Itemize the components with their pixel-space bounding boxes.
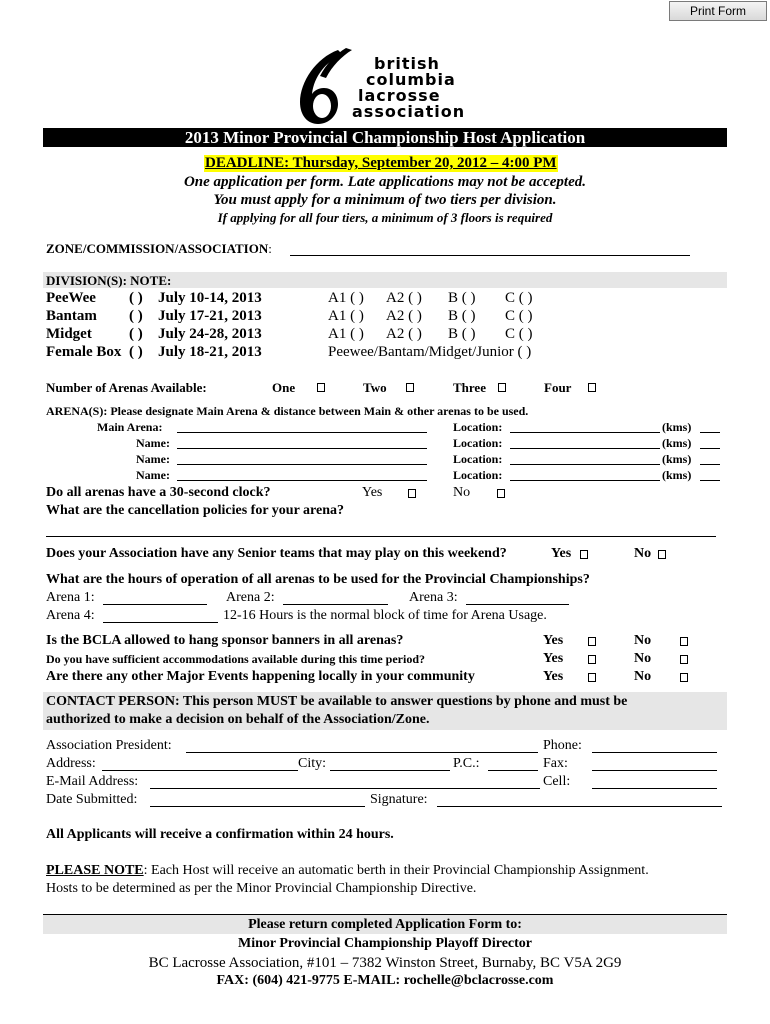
events-no-label: No [634,669,652,684]
arenas-available-label: Number of Arenas Available: [46,380,207,395]
banners-no-label: No [634,633,652,648]
kms-input[interactable] [700,432,720,433]
checkbox-four[interactable] [588,383,596,392]
email-input[interactable] [150,788,540,789]
main-arena-label: Main Arena: [97,420,163,434]
location-input[interactable] [510,432,660,433]
events-yes-checkbox[interactable] [588,673,596,682]
clock-question: Do all arenas have a 30-second clock? [46,485,271,500]
arena-name-label: Name: [136,468,170,482]
accommodations-no-label: No [634,651,652,666]
note-one-per-form: One application per form. Late applications may not be accepted. [183,174,587,190]
banners-question: Is the BCLA allowed to hang sponsor banners in all arenas? [46,633,404,648]
accommodations-yes-checkbox[interactable] [588,655,596,664]
clock-no-checkbox[interactable] [497,489,505,498]
location-input[interactable] [510,464,660,465]
bcla-logo [296,48,476,126]
president-label: Association President: [46,738,172,753]
location-label: Location: [453,420,503,434]
please-note-label: PLEASE NOTE [46,863,144,878]
kms-label: (kms) [662,420,692,434]
address-input[interactable] [102,770,298,771]
arenas-instruction: ARENA(S): Please designate Main Arena & distance between Main & other arenas to be used. [46,404,529,418]
tier-a1[interactable]: A1 ( ) [328,308,364,324]
logo-text-lacrosse: lacrosse [358,86,441,105]
footer-contact: FAX: (604) 421-9775 E-MAIL: rochelle@bclacrosse.com [216,973,554,988]
division-name: Female Box [46,344,122,360]
deadline: DEADLINE: Thursday, September 20, 2012 – 4:00 PM [205,155,557,171]
pc-input[interactable] [488,770,538,771]
tier-a2[interactable]: A2 ( ) [386,290,422,306]
contact-heading-line1: CONTACT PERSON: This person MUST be available to answer questions by phone and must be [46,694,628,709]
arena4-input[interactable] [103,622,218,623]
cell-label: Cell: [543,774,571,789]
arena-name-input[interactable] [177,464,427,465]
option-two: Two [363,380,387,395]
arena-name-label: Name: [136,436,170,450]
arena-name-label: Name: [136,452,170,466]
division-name: PeeWee [46,290,96,306]
kms-input[interactable] [700,448,720,449]
divisions-label: DIVISION(S): NOTE: [46,273,172,288]
signature-input[interactable] [437,806,722,807]
division-name: Bantam [46,308,97,324]
email-label: E-Mail Address: [46,774,139,789]
tier-a1[interactable]: A1 ( ) [328,290,364,306]
zone-input[interactable] [290,255,690,256]
logo-text-columbia: columbia [366,70,456,89]
footer-address: BC Lacrosse Association, #101 – 7382 Winston Street, Burnaby, BC V5A 2G9 [148,955,622,971]
accommodations-yes-label: Yes [543,651,564,666]
tier-a2[interactable]: A2 ( ) [386,308,422,324]
option-three: Three [453,380,486,395]
events-no-checkbox[interactable] [680,673,688,682]
tier-a1[interactable]: A1 ( ) [328,326,364,342]
cancellation-input[interactable] [46,536,716,537]
kms-input[interactable] [700,480,720,481]
fax-input[interactable] [592,770,717,771]
arena-name-input[interactable] [177,448,427,449]
arena3-input[interactable] [466,604,569,605]
location-input[interactable] [510,480,660,481]
division-check[interactable]: ( ) [129,344,143,360]
note-four-tiers: If applying for all four tiers, a minimum of 3 floors is required [217,210,553,225]
main-arena-input[interactable] [177,432,427,433]
page-title: 2013 Minor Provincial Championship Host Application [184,128,586,147]
kms-input[interactable] [700,464,720,465]
arena1-label: Arena 1: [46,590,95,605]
tier-b[interactable]: B ( ) [448,326,476,342]
location-input[interactable] [510,448,660,449]
address-label: Address: [46,756,96,771]
please-note-text: : Each Host will receive an automatic berth in their Provincial Championship Assignment. [143,863,649,878]
checkbox-one[interactable] [317,383,325,392]
fax-label: Fax: [543,756,568,771]
division-dates: July 18-21, 2013 [158,344,262,360]
division-check[interactable]: ( ) [129,308,143,324]
president-input[interactable] [186,752,538,753]
kms-label: (kms) [662,436,692,450]
banners-yes-checkbox[interactable] [588,637,596,646]
senior-yes-label: Yes [551,546,572,561]
division-dates: July 17-21, 2013 [158,308,262,324]
cancellation-question: What are the cancellation policies for your arena? [46,503,344,518]
arena2-input[interactable] [283,604,388,605]
footer-director: Minor Provincial Championship Playoff Director [238,936,532,951]
date-submitted-label: Date Submitted: [46,792,138,807]
option-four: Four [544,380,572,395]
senior-yes-checkbox[interactable] [580,550,588,559]
arena1-input[interactable] [103,604,207,605]
footer-return: Please return completed Application Form to: [248,917,522,932]
arena4-label: Arena 4: [46,608,95,623]
tier-all[interactable]: Peewee/Bantam/Midget/Junior ( ) [328,344,532,360]
division-dates: July 24-28, 2013 [158,326,262,342]
contact-heading-line2: authorized to make a decision on behalf of the Association/Zone. [46,712,430,727]
please-note [46,863,649,879]
cell-input[interactable] [592,788,717,789]
option-one: One [272,380,296,395]
division-name: Midget [46,326,92,342]
clock-yes-checkbox[interactable] [408,489,416,498]
senior-no-label: No [634,546,652,561]
checkbox-three[interactable] [498,383,506,392]
hours-question: What are the hours of operation of all arenas to be used for the Provincial Championships? [46,572,590,587]
senior-no-checkbox[interactable] [658,550,666,559]
logo-text-association: association [352,102,466,121]
tier-a2[interactable]: A2 ( ) [386,326,422,342]
arena3-label: Arena 3: [409,590,458,605]
confirmation-text: All Applicants will receive a confirmation within 24 hours. [46,827,394,842]
tier-c[interactable]: C ( ) [505,308,533,324]
banners-no-checkbox[interactable] [680,637,688,646]
accommodations-no-checkbox[interactable] [680,655,688,664]
logo-text-british: british [374,54,440,73]
date-submitted-input[interactable] [150,806,365,807]
tier-b[interactable]: B ( ) [448,308,476,324]
accommodations-question: Do you have sufficient accommodations available during this time period? [46,652,426,666]
tier-c[interactable]: C ( ) [505,326,533,342]
note-two-tiers: You must apply for a minimum of two tiers per division. [213,192,557,208]
banners-yes-label: Yes [543,633,564,648]
print-form-button[interactable]: Print Form [669,1,767,21]
location-label: Location: [453,452,503,466]
zone-label: ZONE/COMMISSION/ASSOCIATION: [46,241,272,256]
clock-no-label: No [453,485,471,500]
tier-c[interactable]: C ( ) [505,290,533,306]
arena2-label: Arena 2: [226,590,275,605]
checkbox-two[interactable] [406,383,414,392]
pc-label: P.C.: [453,756,480,771]
kms-label: (kms) [662,468,692,482]
phone-label: Phone: [543,738,582,753]
hours-note: 12-16 Hours is the normal block of time for Arena Usage. [223,608,547,623]
please-note-line2: Hosts to be determined as per the Minor Provincial Championship Directive. [46,881,477,896]
location-label: Location: [453,436,503,450]
arena-name-input[interactable] [177,480,427,481]
senior-teams-question: Does your Association have any Senior teams that may play on this weekend? [46,546,507,561]
division-check[interactable]: ( ) [129,290,143,306]
clock-yes-label: Yes [362,485,383,500]
city-input[interactable] [330,770,450,771]
kms-label: (kms) [662,452,692,466]
tier-b[interactable]: B ( ) [448,290,476,306]
signature-label: Signature: [370,792,428,807]
events-yes-label: Yes [543,669,564,684]
city-label: City: [298,756,327,771]
events-question: Are there any other Major Events happening locally in your community [46,669,475,684]
division-check[interactable]: ( ) [129,326,143,342]
location-label: Location: [453,468,503,482]
division-dates: July 10-14, 2013 [158,290,262,306]
phone-input[interactable] [592,752,717,753]
